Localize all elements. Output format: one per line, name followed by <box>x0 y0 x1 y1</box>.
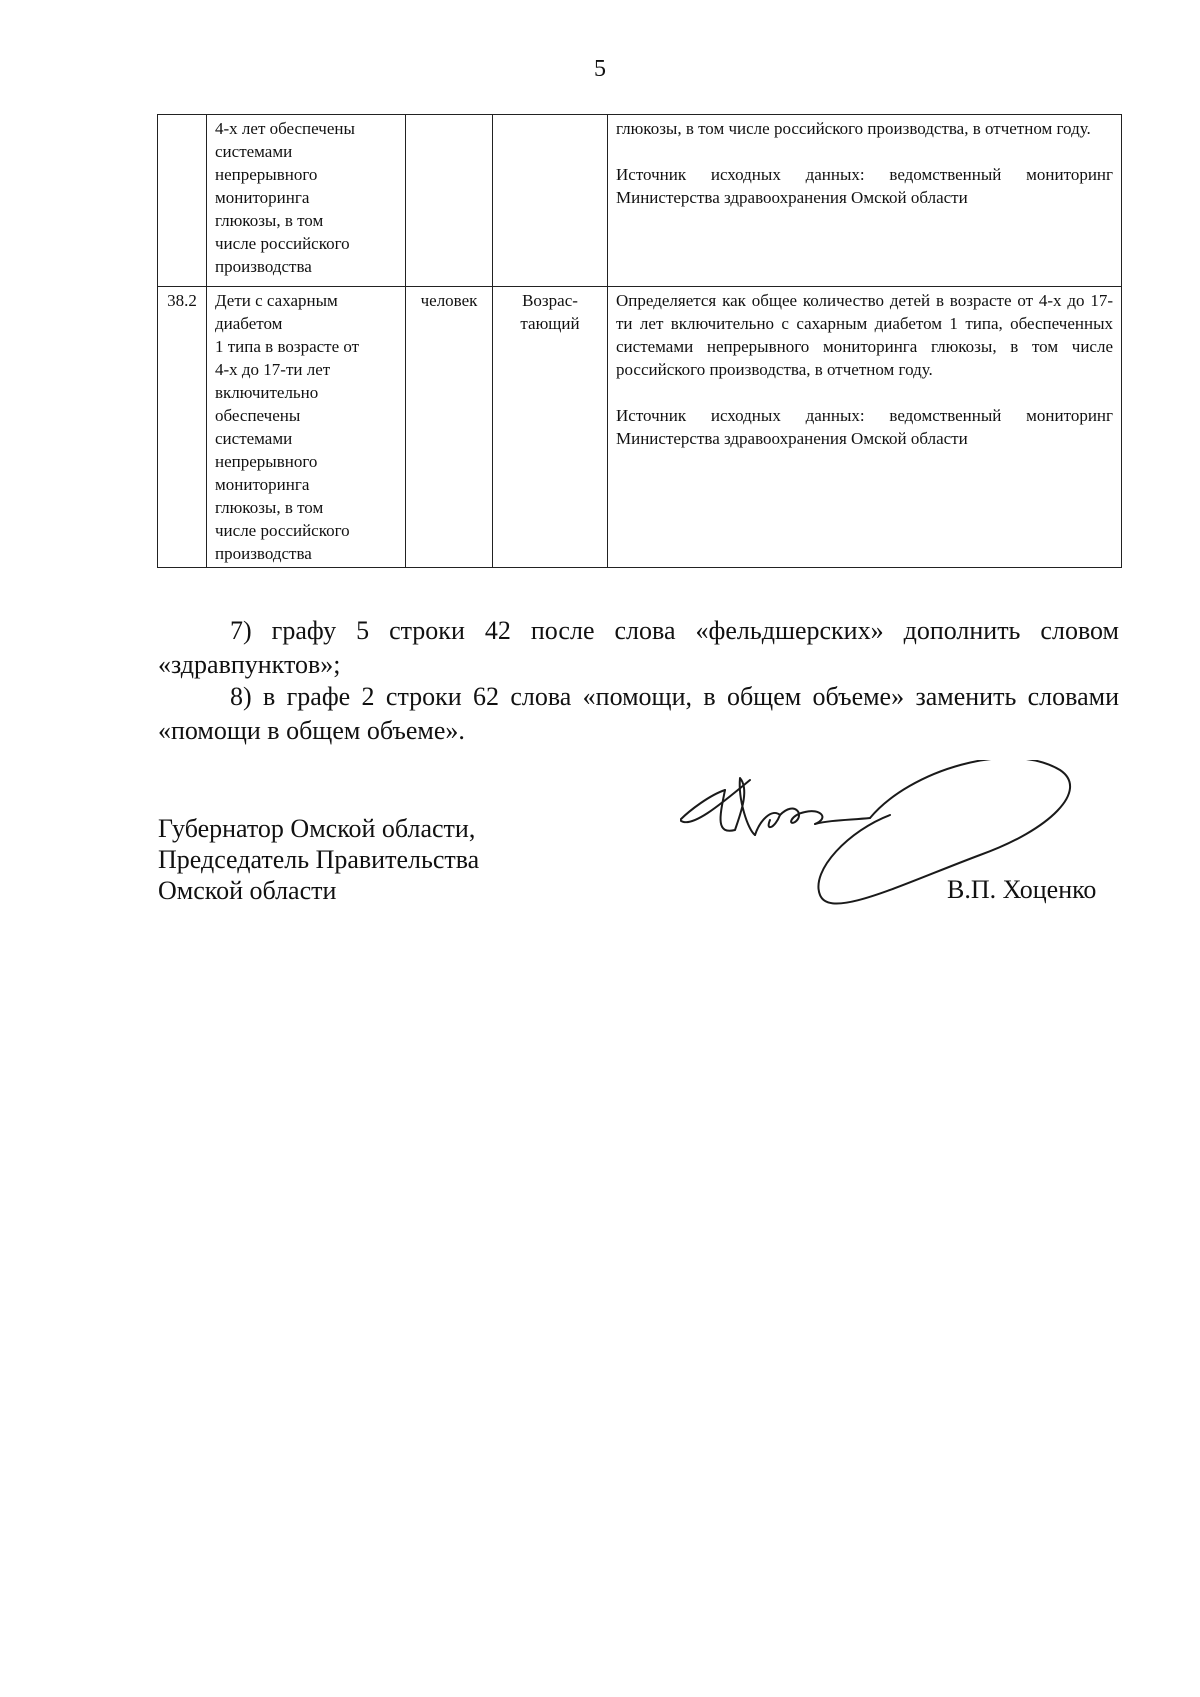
source-text: Источник исходных данных: ведомственный мониторинг Министерства здравоохранения Омской области <box>616 165 1113 207</box>
row-number: 38.2 <box>158 287 207 568</box>
name-line: системами <box>215 429 293 448</box>
paragraph-7 <box>158 614 1119 682</box>
signatory-name: В.П. Хоценко <box>947 875 1097 904</box>
paragraph-8 <box>158 680 1119 748</box>
name-line: числе российского <box>215 234 350 253</box>
signatory-title <box>158 813 479 906</box>
direction-line: Возрас- <box>522 291 578 310</box>
name-line: 4-х до 17-ти лет <box>215 360 331 379</box>
name-line: Дети с сахарным <box>215 291 338 310</box>
name-line: обеспечены <box>215 406 301 425</box>
unit-cell <box>406 115 493 287</box>
description-cell <box>608 115 1122 287</box>
description-text: Определяется как общее количество детей в возрасте от 4-х до 17-ти лет включительно с сахарным диабетом 1 типа, обеспеченных системами непрерывного мониторинга глюкозы, в том числе российского производства, в отчетном году. <box>616 291 1113 379</box>
name-line: производства <box>215 257 312 276</box>
unit-cell: человек <box>406 287 493 568</box>
handwritten-signature <box>680 760 1130 920</box>
row-number <box>158 115 207 287</box>
name-line: глюкозы, в том <box>215 498 324 517</box>
direction-line: тающий <box>520 314 580 333</box>
indicator-name <box>207 115 406 287</box>
direction-cell <box>493 115 608 287</box>
description-text: глюкозы, в том числе российского производства, в отчетном году. <box>616 119 1091 138</box>
name-line: 4-х лет обеспечены <box>215 119 355 138</box>
paragraph-7-text: 7) графу 5 строки 42 после слова «фельдшерских» дополнить словом «здравпунктов»; <box>158 616 1119 679</box>
name-line: мониторинга <box>215 188 310 207</box>
name-line: производства <box>215 544 312 563</box>
name-line: 1 типа в возрасте от <box>215 337 360 356</box>
direction-cell <box>493 287 608 568</box>
signatory-title-line: Председатель Правительства <box>158 845 480 874</box>
signatory-title-line: Омской области <box>158 876 337 905</box>
table-row <box>158 115 1122 287</box>
name-line: глюкозы, в том <box>215 211 324 230</box>
name-line: диабетом <box>215 314 283 333</box>
description-cell <box>608 287 1122 568</box>
name-line: включительно <box>215 383 319 402</box>
table-row <box>158 287 1122 568</box>
indicator-table <box>157 114 1122 568</box>
name-line: непрерывного <box>215 452 318 471</box>
name-line: системами <box>215 142 293 161</box>
page-number: 5 <box>594 56 606 82</box>
name-line: числе российского <box>215 521 350 540</box>
paragraph-8-text: 8) в графе 2 строки 62 слова «помощи, в общем объеме» заменить словами «помощи в общем объеме». <box>158 682 1119 745</box>
name-line: непрерывного <box>215 165 318 184</box>
source-text: Источник исходных данных: ведомственный мониторинг Министерства здравоохранения Омской области <box>616 406 1113 448</box>
signatory-title-line: Губернатор Омской области, <box>158 814 476 843</box>
name-line: мониторинга <box>215 475 310 494</box>
indicator-name <box>207 287 406 568</box>
